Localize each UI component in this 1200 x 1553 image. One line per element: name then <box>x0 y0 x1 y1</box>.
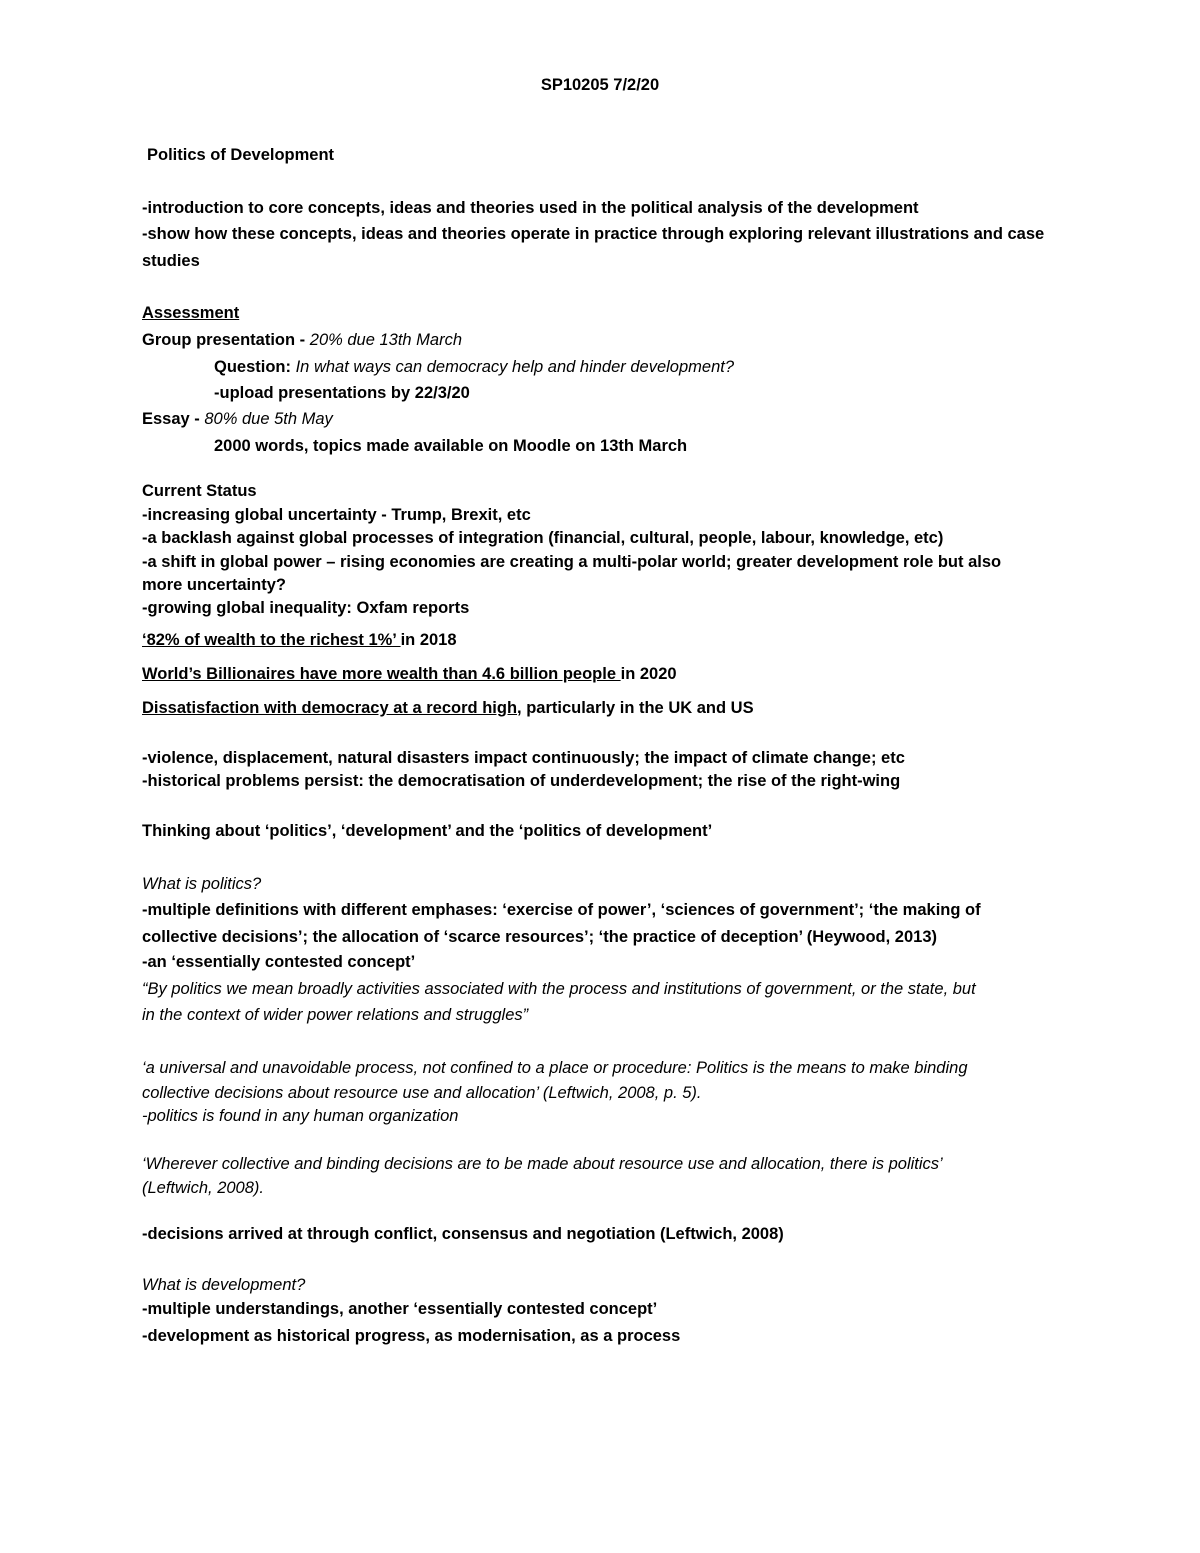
status-line-5: -growing global inequality: Oxfam reports <box>142 599 470 617</box>
question-text: In what ways can democracy help and hinder development? <box>295 358 735 376</box>
politics-line-2: collective decisions’; the allocation of ‘scarce resources’; ‘the practice of deception’ (Heywood, 2013) <box>142 928 938 946</box>
question-line <box>214 356 734 378</box>
status-more-2: -historical problems persist: the democratisation of underdevelopment; the rise of the right-wing <box>142 772 901 790</box>
group-presentation-line <box>142 329 462 351</box>
question-label: Question: <box>214 358 296 376</box>
decisions-line: -decisions arrived at through conflict, consensus and negotiation (Leftwich, 2008) <box>142 1225 784 1243</box>
politics-quote-1b: in the context of wider power relations and struggles” <box>142 1006 529 1024</box>
politics-quote-1a: “By politics we mean broadly activities associated with the process and institutions of government, or the state, but <box>142 980 976 998</box>
doc-header: SP10205 7/2/20 <box>540 76 660 94</box>
essay-line <box>142 408 333 430</box>
essay-label: Essay - <box>142 410 205 428</box>
development-line-2: -development as historical progress, as modernisation, as a process <box>142 1327 681 1345</box>
status-heading: Current Status <box>142 482 257 500</box>
fact-rest: in 2018 <box>400 631 457 649</box>
group-label: Group presentation - <box>142 331 310 349</box>
fact-democracy <box>142 697 754 719</box>
fact-billionaires <box>142 663 677 685</box>
fact-rest: , particularly in the UK and US <box>517 699 754 717</box>
thinking-heading: Thinking about ‘politics’, ‘development’ and the ‘politics of development’ <box>142 822 713 840</box>
intro-line-2: -show how these concepts, ideas and theories operate in practice through exploring relevant illustrations and case <box>142 225 1045 243</box>
page-title: Politics of Development <box>147 146 335 164</box>
politics-quote-2c: -politics is found in any human organization <box>142 1107 459 1125</box>
status-line-3: -a shift in global power – rising economies are creating a multi-polar world; greater development role but also <box>142 553 1002 571</box>
politics-quote-2b: collective decisions about resource use and allocation’ (Leftwich, 2008, p. 5). <box>142 1084 702 1102</box>
intro-line-3: studies <box>142 252 200 270</box>
politics-line-1: -multiple definitions with different emphases: ‘exercise of power’, ‘sciences of government’; ‘the making of <box>142 901 981 919</box>
fact-wealth-1pct <box>142 629 457 651</box>
development-line-1: -multiple understandings, another ‘essentially contested concept’ <box>142 1300 658 1318</box>
intro-line-1: -introduction to core concepts, ideas and theories used in the political analysis of the development <box>142 199 919 217</box>
status-line-1: -increasing global uncertainty - Trump, Brexit, etc <box>142 506 531 524</box>
status-line-4: more uncertainty? <box>142 576 286 594</box>
politics-quote-3b: (Leftwich, 2008). <box>142 1179 264 1197</box>
politics-heading: What is politics? <box>142 875 262 893</box>
politics-quote-2a: ‘a universal and unavoidable process, not confined to a place or procedure: Politics is the means to make binding <box>142 1059 968 1077</box>
politics-quote-3a: ‘Wherever collective and binding decisions are to be made about resource use and allocation, there is politics’ <box>142 1155 943 1173</box>
group-detail: 20% due 13th March <box>309 331 463 349</box>
development-heading: What is development? <box>142 1276 306 1294</box>
fact-underlined: World’s Billionaires have more wealth than 4.6 billion people <box>142 665 621 683</box>
essay-detail: 80% due 5th May <box>204 410 333 428</box>
fact-rest: in 2020 <box>620 665 677 683</box>
fact-underlined: ‘82% of wealth to the richest 1%’ <box>142 631 401 649</box>
essay-note: 2000 words, topics made available on Moodle on 13th March <box>214 437 688 455</box>
assessment-heading: Assessment <box>142 304 240 322</box>
upload-line: -upload presentations by 22/3/20 <box>214 384 470 402</box>
fact-underlined: Dissatisfaction with democracy at a record high <box>142 699 518 717</box>
status-more-1: -violence, displacement, natural disasters impact continuously; the impact of climate change; etc <box>142 749 905 767</box>
politics-line-3: -an ‘essentially contested concept’ <box>142 953 416 971</box>
status-line-2: -a backlash against global processes of integration (financial, cultural, people, labour, knowledge, etc) <box>142 529 944 547</box>
